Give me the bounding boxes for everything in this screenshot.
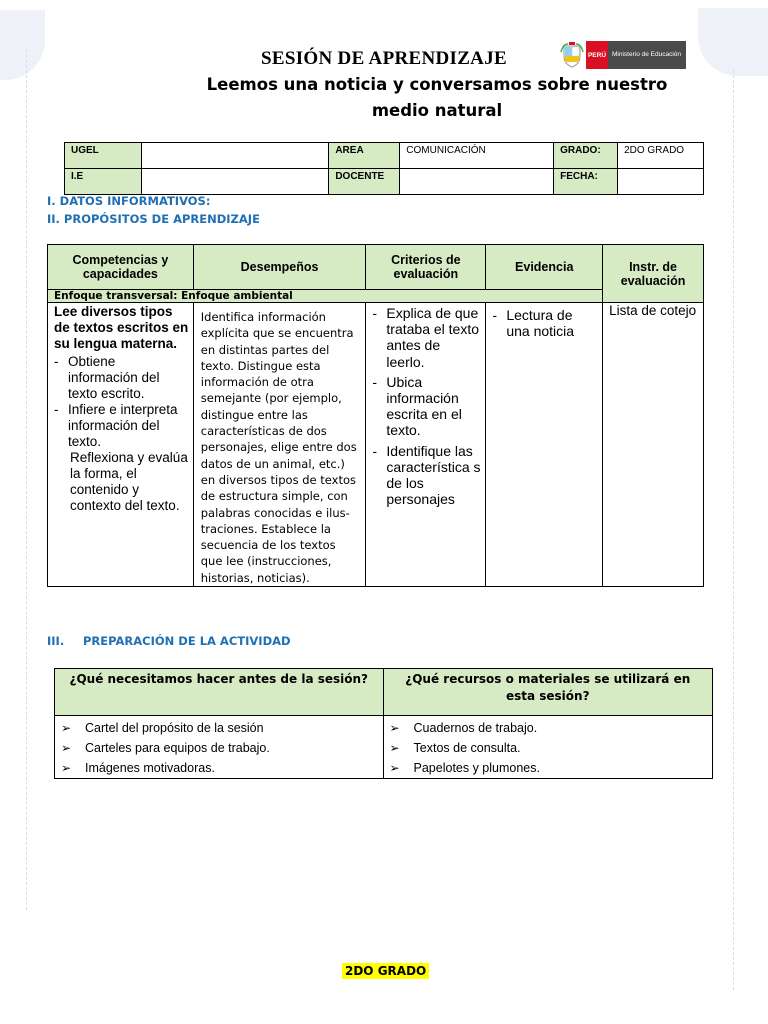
list-item: ➢ Imágenes motivadoras. xyxy=(61,758,377,778)
grado-field: 2DO GRADO xyxy=(618,143,704,169)
list-item: ➢ Cuadernos de trabajo. xyxy=(390,718,706,738)
materials-list xyxy=(390,718,706,778)
criterios-cell xyxy=(366,303,486,587)
page-corner-decoration xyxy=(698,8,768,76)
list-item: ➢ Papelotes y plumones. xyxy=(390,758,706,778)
section-heading-preparacion: PREPARACIÓN DE LA ACTIVIDAD xyxy=(83,634,291,648)
table-row xyxy=(48,303,704,587)
criterios-list xyxy=(372,305,481,507)
evidencia-list xyxy=(492,307,598,339)
instrumento-cell: Lista de cotejo xyxy=(603,303,704,587)
grado-label: GRADO: xyxy=(554,143,618,169)
column-header: Desempeños xyxy=(193,245,366,290)
table-header-row xyxy=(48,245,704,290)
logo-ministry-label: Ministerio de Educación xyxy=(608,41,686,69)
evidencia-cell xyxy=(486,303,603,587)
competencias-cell xyxy=(48,303,194,587)
enfoque-row: Enfoque transversal: Enfoque ambiental xyxy=(48,290,603,303)
before-session-cell xyxy=(55,716,384,779)
fecha-label: FECHA: xyxy=(554,169,618,195)
section-heading-datos: I. DATOS INFORMATIVOS: xyxy=(47,194,211,208)
preparation-table xyxy=(54,668,713,779)
list-item: ➢ Cartel del propósito de la sesión xyxy=(61,718,377,738)
ugel-label: UGEL xyxy=(65,143,142,169)
ie-label: I.E xyxy=(65,169,142,195)
table-row xyxy=(55,716,713,779)
area-label: AREA xyxy=(329,143,400,169)
list-item: - Lectura de una noticia xyxy=(492,307,598,339)
column-header: Evidencia xyxy=(486,245,603,290)
list-item: ➢ Carteles para equipos de trabajo. xyxy=(61,738,377,758)
list-item: - Ubica información escrita en el texto. xyxy=(372,374,481,439)
logo-country-label: PERÚ xyxy=(586,41,608,69)
column-header: Competencias y capacidades xyxy=(48,245,194,290)
competencia-text: Lee diversos tipos de textos escritos en su lengua materna. xyxy=(54,304,189,351)
list-item: - Explica de que trataba el texto antes de leerlo. xyxy=(372,305,481,370)
list-item: - Infiere e interpreta información del texto. xyxy=(54,402,189,450)
desempenos-cell: Identifica información explícita que se encuentra en distintas partes del texto. Distingue esta información de otra semejante (por ejemplo, distingue entre las características de dos personajes, elige entre dos datos de un animal, etc.) en diversos tipos de textos de estructura simple, con palabras conocidas e ilus-traciones. Establece la secuencia de los textos que lee (instrucciones, historias, noticias). xyxy=(193,303,366,587)
column-header: Instr. de evaluación xyxy=(603,245,704,303)
margin-guide xyxy=(26,50,27,910)
ugel-field xyxy=(141,143,328,169)
list-item: - Identifique las característica s de los personajes xyxy=(372,443,481,508)
table-header-row xyxy=(55,669,713,716)
area-field: COMUNICACIÓN xyxy=(400,143,554,169)
document-subtitle: Leemos una noticia y conversamos sobre nuestro medio natural xyxy=(206,75,668,120)
info-table xyxy=(64,142,704,195)
table-row xyxy=(65,169,704,195)
fecha-field xyxy=(618,169,704,195)
section-number-preparacion: III. xyxy=(47,634,65,648)
capacidades-list xyxy=(54,354,189,450)
document-title: SESIÓN DE APRENDIZAJE xyxy=(261,48,507,69)
docente-field xyxy=(400,169,554,195)
section-heading-propositos: II. PROPÓSITOS DE APRENDIZAJE xyxy=(47,212,260,226)
page-corner-decoration xyxy=(0,10,45,80)
before-session-list xyxy=(61,718,377,778)
grade-badge: 2DO GRADO xyxy=(342,963,429,979)
table-row xyxy=(65,143,704,169)
materials-cell xyxy=(383,716,712,779)
margin-guide xyxy=(733,70,734,990)
ministry-logo xyxy=(560,41,688,69)
column-header: Criterios de evaluación xyxy=(366,245,486,290)
capacidad-reflexiona: Reflexiona y evalúa la forma, el contenido y contexto del texto. xyxy=(70,450,188,513)
column-header: ¿Qué recursos o materiales se utilizará en esta sesión? xyxy=(383,669,712,716)
purpose-table xyxy=(47,244,704,587)
ie-field xyxy=(141,169,328,195)
docente-label: DOCENTE xyxy=(329,169,400,195)
peru-shield-icon xyxy=(560,42,584,68)
list-item: ➢ Textos de consulta. xyxy=(390,738,706,758)
list-item: - Obtiene información del texto escrito. xyxy=(54,354,189,402)
column-header: ¿Qué necesitamos hacer antes de la sesión? xyxy=(55,669,384,716)
